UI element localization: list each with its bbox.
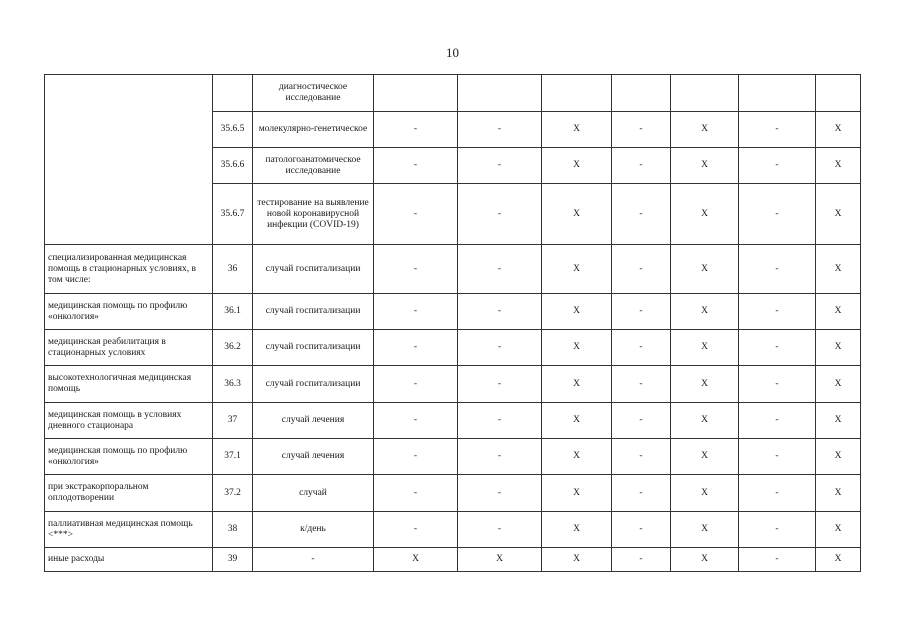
row-value-cell: -: [374, 294, 458, 330]
row-value-cell: X: [671, 512, 739, 548]
row-code-cell: 36.3: [213, 366, 253, 403]
table-row: [45, 439, 861, 475]
row-value-cell: -: [739, 439, 816, 475]
row-value-cell: -: [612, 184, 671, 245]
row-value-cell: X: [816, 403, 861, 439]
row-code-cell: 38: [213, 512, 253, 548]
row-value-cell: -: [739, 330, 816, 366]
page-number: 10: [446, 45, 459, 60]
row-value-cell: -: [612, 294, 671, 330]
row-value-cell: -: [739, 512, 816, 548]
row-code-cell: 37.1: [213, 439, 253, 475]
row-value-cell: -: [612, 148, 671, 184]
row-value-cell: -: [739, 184, 816, 245]
row-code-cell: [213, 75, 253, 112]
row-name-cell: иные расходы: [45, 548, 213, 572]
row-value-cell: X: [671, 184, 739, 245]
row-value-cell: [458, 75, 542, 112]
row-value-cell: X: [671, 148, 739, 184]
row-value-cell: X: [542, 330, 612, 366]
row-value-cell: X: [671, 475, 739, 512]
row-name-cell: паллиативная медицинская помощь <***>: [45, 512, 213, 548]
row-value-cell: -: [458, 112, 542, 148]
row-value-cell: -: [374, 148, 458, 184]
row-value-cell: X: [816, 548, 861, 572]
row-value-cell: X: [542, 512, 612, 548]
row-unit-cell: патологоанатомическое исследование: [253, 148, 374, 184]
row-value-cell: X: [816, 184, 861, 245]
row-value-cell: X: [542, 148, 612, 184]
row-value-cell: [816, 75, 861, 112]
row-value-cell: X: [542, 294, 612, 330]
row-value-cell: -: [612, 475, 671, 512]
row-value-cell: -: [458, 245, 542, 294]
row-value-cell: X: [816, 245, 861, 294]
row-value-cell: -: [458, 294, 542, 330]
row-value-cell: [671, 75, 739, 112]
table-row: [45, 512, 861, 548]
row-value-cell: X: [816, 475, 861, 512]
row-value-cell: X: [671, 403, 739, 439]
row-code-cell: 37: [213, 403, 253, 439]
row-value-cell: -: [739, 403, 816, 439]
row-unit-cell: случай лечения: [253, 403, 374, 439]
row-unit-cell: -: [253, 548, 374, 572]
row-code-cell: 36.1: [213, 294, 253, 330]
row-unit-cell: случай госпитализации: [253, 245, 374, 294]
row-value-cell: X: [542, 184, 612, 245]
row-code-cell: 36: [213, 245, 253, 294]
row-value-cell: -: [612, 112, 671, 148]
row-value-cell: -: [374, 512, 458, 548]
row-value-cell: X: [816, 512, 861, 548]
row-value-cell: X: [542, 403, 612, 439]
row-value-cell: -: [612, 548, 671, 572]
row-value-cell: X: [542, 475, 612, 512]
row-value-cell: -: [374, 439, 458, 475]
table-row: [45, 330, 861, 366]
row-value-cell: X: [542, 366, 612, 403]
row-value-cell: -: [739, 245, 816, 294]
row-unit-cell: случай госпитализации: [253, 366, 374, 403]
row-value-cell: X: [542, 439, 612, 475]
row-value-cell: -: [739, 475, 816, 512]
table-row: [45, 475, 861, 512]
row-value-cell: X: [671, 245, 739, 294]
row-value-cell: -: [374, 184, 458, 245]
row-value-cell: [374, 75, 458, 112]
row-value-cell: X: [542, 548, 612, 572]
row-unit-cell: случай: [253, 475, 374, 512]
row-value-cell: -: [458, 403, 542, 439]
table-row: [45, 294, 861, 330]
row-value-cell: -: [612, 245, 671, 294]
row-value-cell: -: [612, 330, 671, 366]
row-value-cell: -: [739, 294, 816, 330]
table-body: [45, 75, 861, 572]
row-value-cell: [542, 75, 612, 112]
table-row: [45, 403, 861, 439]
row-value-cell: -: [458, 330, 542, 366]
row-value-cell: X: [816, 439, 861, 475]
row-value-cell: X: [671, 294, 739, 330]
row-value-cell: -: [612, 403, 671, 439]
row-unit-cell: диагностическое исследование: [253, 75, 374, 112]
row-value-cell: X: [671, 548, 739, 572]
row-value-cell: -: [374, 403, 458, 439]
row-name-cell: высокотехнологичная медицинская помощь: [45, 366, 213, 403]
row-value-cell: [612, 75, 671, 112]
row-value-cell: X: [374, 548, 458, 572]
row-value-cell: -: [458, 439, 542, 475]
row-value-cell: X: [671, 112, 739, 148]
row-code-cell: 36.2: [213, 330, 253, 366]
row-name-cell: при экстракорпоральном оплодотворении: [45, 475, 213, 512]
row-value-cell: -: [739, 112, 816, 148]
row-value-cell: X: [816, 148, 861, 184]
row-value-cell: -: [612, 439, 671, 475]
row-name-cell: специализированная медицинская помощь в стационарных условиях, в том числе:: [45, 245, 213, 294]
table-row: [45, 548, 861, 572]
row-value-cell: X: [458, 548, 542, 572]
row-value-cell: -: [458, 366, 542, 403]
row-value-cell: X: [542, 112, 612, 148]
row-name-cell: [45, 75, 213, 245]
table-row: [45, 245, 861, 294]
table-row: [45, 75, 861, 112]
row-value-cell: -: [612, 512, 671, 548]
row-code-cell: 37.2: [213, 475, 253, 512]
row-value-cell: -: [458, 184, 542, 245]
row-value-cell: -: [458, 148, 542, 184]
row-unit-cell: случай госпитализации: [253, 294, 374, 330]
row-value-cell: -: [374, 475, 458, 512]
row-value-cell: -: [458, 512, 542, 548]
row-value-cell: -: [374, 330, 458, 366]
row-value-cell: X: [816, 366, 861, 403]
row-unit-cell: случай госпитализации: [253, 330, 374, 366]
row-value-cell: -: [374, 366, 458, 403]
row-name-cell: медицинская помощь в условиях дневного стационара: [45, 403, 213, 439]
row-value-cell: -: [739, 148, 816, 184]
row-code-cell: 35.6.5: [213, 112, 253, 148]
row-value-cell: X: [816, 294, 861, 330]
row-value-cell: [739, 75, 816, 112]
row-value-cell: -: [374, 245, 458, 294]
row-code-cell: 35.6.6: [213, 148, 253, 184]
row-value-cell: X: [671, 366, 739, 403]
row-unit-cell: случай лечения: [253, 439, 374, 475]
row-name-cell: медицинская помощь по профилю «онкология»: [45, 294, 213, 330]
row-value-cell: X: [542, 245, 612, 294]
row-value-cell: -: [612, 366, 671, 403]
row-code-cell: 39: [213, 548, 253, 572]
row-unit-cell: молекулярно-генетическое: [253, 112, 374, 148]
row-code-cell: 35.6.7: [213, 184, 253, 245]
row-value-cell: -: [374, 112, 458, 148]
row-unit-cell: тестирование на выявление новой коронавирусной инфекции (COVID-19): [253, 184, 374, 245]
row-value-cell: -: [739, 366, 816, 403]
row-value-cell: -: [739, 548, 816, 572]
row-value-cell: X: [671, 439, 739, 475]
row-unit-cell: к/день: [253, 512, 374, 548]
row-name-cell: медицинская реабилитация в стационарных условиях: [45, 330, 213, 366]
row-value-cell: -: [458, 475, 542, 512]
row-value-cell: X: [816, 112, 861, 148]
row-value-cell: X: [816, 330, 861, 366]
row-name-cell: медицинская помощь по профилю «онкология»: [45, 439, 213, 475]
data-table: [44, 74, 861, 572]
row-value-cell: X: [671, 330, 739, 366]
table-row: [45, 366, 861, 403]
